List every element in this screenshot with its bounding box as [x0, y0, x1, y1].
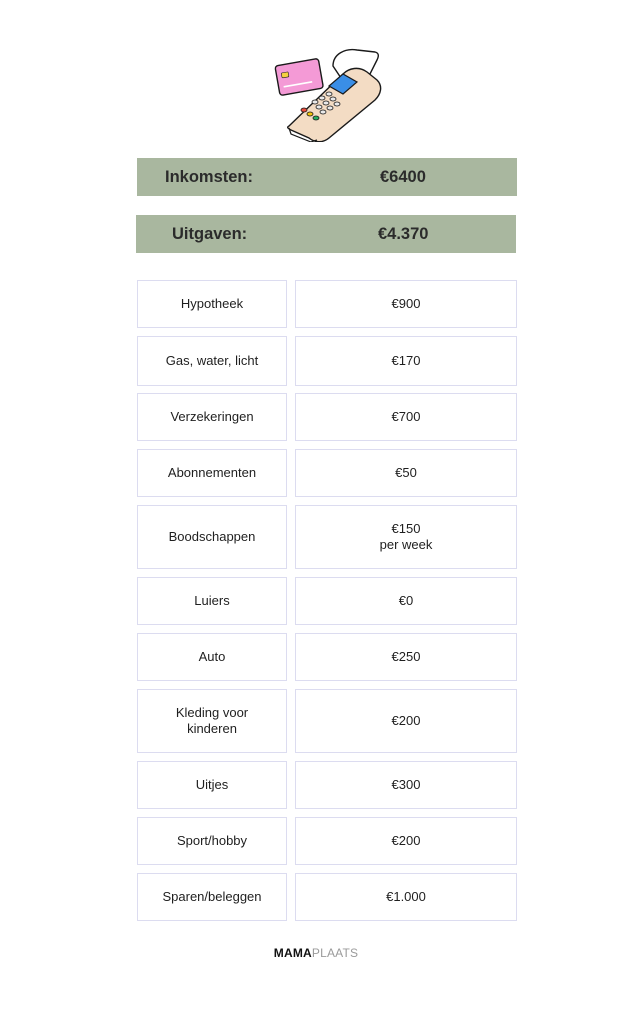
expense-label-cell: Abonnementen	[137, 449, 287, 497]
payment-terminal-icon	[271, 44, 386, 142]
expense-label-cell: Verzekeringen	[137, 393, 287, 441]
income-label: Inkomsten:	[165, 168, 254, 186]
logo-bold-text: MAMA	[273, 946, 312, 960]
expense-note: per week	[379, 537, 433, 552]
expense-value-cell: €150 per week	[295, 505, 517, 569]
expense-value-cell: €900	[295, 280, 517, 328]
expenses-label: Uitgaven:	[172, 225, 248, 243]
expense-label-cell: Hypotheek	[137, 280, 287, 328]
logo-light-text: PLAATS	[311, 946, 359, 960]
expense-value-cell: €170	[295, 336, 517, 386]
expense-label-cell: Kleding voor kinderen	[137, 689, 287, 753]
expense-label-cell: Sport/hobby	[137, 817, 287, 865]
expense-value-cell: €300	[295, 761, 517, 809]
expense-value-cell: €250	[295, 633, 517, 681]
income-bar	[137, 158, 517, 196]
expense-value-cell: €50	[295, 449, 517, 497]
expense-label-cell: Boodschappen	[137, 505, 287, 569]
income-value: €6400	[380, 168, 426, 186]
expense-value-cell: €200	[295, 817, 517, 865]
expense-value-cell: €200	[295, 689, 517, 753]
expense-label-cell: Gas, water, licht	[137, 336, 287, 386]
expense-label-cell: Luiers	[137, 577, 287, 625]
expense-label-cell: Sparen/beleggen	[137, 873, 287, 921]
mamaplaats-logo	[0, 946, 632, 960]
expenses-value: €4.370	[378, 225, 429, 243]
expense-label-cell: Uitjes	[137, 761, 287, 809]
expenses-bar	[136, 215, 516, 253]
expense-label-cell: Auto	[137, 633, 287, 681]
expense-value-cell: €700	[295, 393, 517, 441]
expense-value-cell: €0	[295, 577, 517, 625]
expense-value-cell: €1.000	[295, 873, 517, 921]
